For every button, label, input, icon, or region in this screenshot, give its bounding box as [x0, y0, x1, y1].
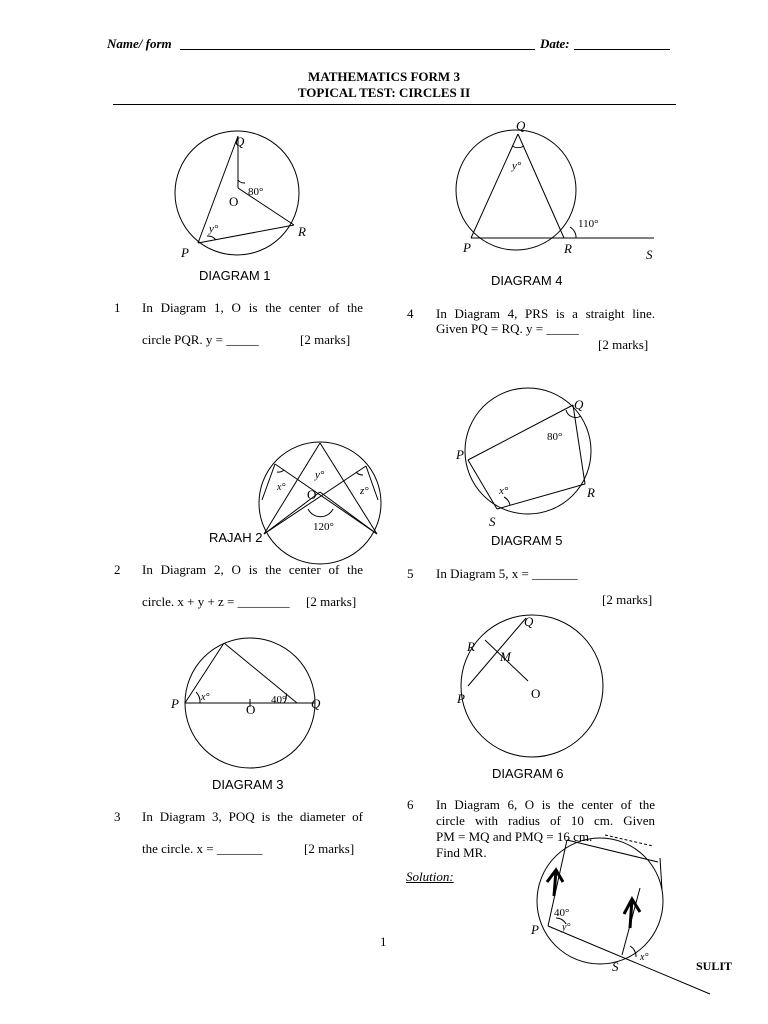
d6-label-p: P	[457, 691, 465, 706]
d1-label-o: O	[229, 194, 239, 209]
d3-angle-40: 40°	[271, 694, 287, 706]
d4-label-p: P	[463, 240, 471, 255]
question-4-marks: [2 marks]	[598, 337, 649, 352]
d2-label-o: O	[307, 487, 317, 502]
diagram-5-caption: DIAGRAM 5	[491, 533, 563, 548]
d7-angle-x: x°	[640, 952, 649, 963]
d5-label-p: P	[456, 447, 464, 462]
diagram-1	[175, 131, 299, 255]
name-form-label: Name/ form	[107, 36, 172, 51]
d1-label-q: Q	[235, 134, 245, 149]
question-4-line2: Given PQ = RQ. y = _____	[436, 321, 579, 336]
question-3-marks: [2 marks]	[304, 841, 355, 856]
d3-label-o: O	[246, 702, 256, 717]
d7-label-p: P	[531, 922, 539, 937]
d4-angle-y: y°	[512, 160, 522, 172]
d6-label-r: R	[467, 639, 475, 654]
d5-label-r: R	[587, 485, 595, 500]
d4-label-s: S	[646, 247, 653, 262]
question-3-number: 3	[114, 809, 121, 824]
d4-label-q: Q	[516, 118, 526, 133]
question-6-number: 6	[407, 797, 414, 812]
d2-angle-y: y°	[315, 469, 325, 481]
diagram-6-caption: DIAGRAM 6	[492, 766, 564, 781]
question-4-line1: In Diagram 4, PRS is a straight line.	[436, 306, 655, 321]
diagram-3-caption: DIAGRAM 3	[212, 777, 284, 792]
page-number: 1	[380, 934, 387, 949]
question-2-line2: circle. x + y + z = ________	[142, 594, 290, 609]
question-6-line2: circle with radius of 10 cm. Given	[436, 813, 655, 828]
d5-label-q: Q	[574, 397, 584, 412]
question-1-number: 1	[114, 300, 121, 315]
question-1-line1: In Diagram 1, O is the center of the	[142, 300, 363, 315]
d4-label-r: R	[564, 241, 572, 256]
question-1-line2: circle PQR. y = _____	[142, 332, 259, 347]
d2-angle-z: z°	[360, 485, 369, 497]
d1-angle-y: y°	[209, 223, 219, 235]
d5-label-s: S	[489, 514, 496, 529]
d1-angle-80: 80°	[248, 186, 264, 198]
diagram-2-caption: RAJAH 2	[209, 530, 263, 545]
diagram-2	[259, 442, 381, 564]
d1-label-p: P	[181, 245, 189, 260]
question-6-line3: PM = MQ and PMQ = 16 cm.	[436, 829, 593, 844]
question-6-line1: In Diagram 6, O is the center of the	[436, 797, 655, 812]
d1-label-r: R	[298, 224, 306, 239]
question-3-line2: the circle. x = _______	[142, 841, 263, 856]
d5-angle-x: x°	[499, 485, 509, 497]
diagram-4	[456, 130, 654, 250]
d6-label-q: Q	[524, 614, 534, 629]
question-5-marks: [2 marks]	[602, 592, 653, 607]
d6-label-m: M	[500, 649, 511, 664]
d3-label-p: P	[171, 696, 179, 711]
d5-angle-80: 80°	[547, 431, 563, 443]
question-2-marks: [2 marks]	[306, 594, 357, 609]
question-5-line1: In Diagram 5, x = _______	[436, 566, 578, 581]
date-label: Date:	[540, 36, 570, 51]
diagram-1-caption: DIAGRAM 1	[199, 268, 271, 283]
d2-angle-120: 120°	[313, 521, 334, 533]
question-4-number: 4	[407, 306, 414, 321]
d6-label-o: O	[531, 686, 541, 701]
question-1-marks: [2 marks]	[300, 332, 351, 347]
d7-angle-y: y°	[562, 922, 571, 933]
question-6-line4: Find MR.	[436, 845, 487, 860]
diagram-4-caption: DIAGRAM 4	[491, 273, 563, 288]
d7-label-s: S	[612, 959, 619, 974]
d4-angle-110: 110°	[578, 218, 599, 230]
d7-angle-40: 40°	[554, 907, 570, 919]
question-3-line1: In Diagram 3, POQ is the diameter of	[142, 809, 363, 824]
sulit-tag: SULIT	[696, 959, 733, 973]
title-topic: TOPICAL TEST: CIRCLES II	[297, 85, 471, 100]
d3-angle-x: x°	[201, 692, 210, 703]
question-5-number: 5	[407, 566, 414, 581]
d3-label-q: Q	[311, 696, 321, 711]
diagram-5	[465, 388, 591, 514]
question-2-line1: In Diagram 2, O is the center of the	[142, 562, 363, 577]
solution-label: Solution:	[406, 869, 454, 884]
question-2-number: 2	[114, 562, 121, 577]
title-subject: MATHEMATICS FORM 3	[308, 69, 460, 84]
d2-angle-x: x°	[277, 482, 286, 493]
